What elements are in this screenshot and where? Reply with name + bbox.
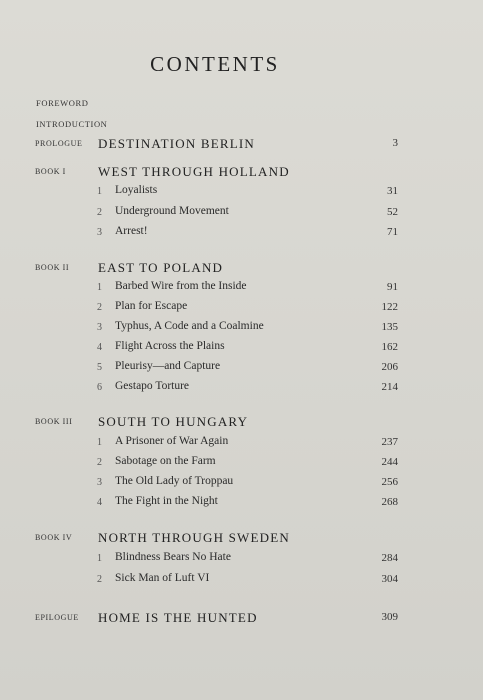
chapter-title: The Fight in the Night (115, 495, 218, 507)
chapter-row (0, 475, 483, 493)
epilogue-page: 309 (381, 611, 398, 623)
chapter-title: Flight Across the Plains (115, 340, 225, 352)
chapter-page: 284 (381, 552, 398, 564)
chapter-number: 3 (97, 477, 102, 488)
page-title: CONTENTS (150, 52, 280, 76)
chapter-page: 214 (381, 381, 398, 393)
chapter-page: 162 (381, 341, 398, 353)
book-label: BOOK II (35, 263, 70, 272)
book-row (0, 260, 483, 278)
chapter-number: 4 (97, 497, 102, 508)
chapter-number: 1 (97, 282, 102, 293)
book-row (0, 164, 483, 182)
chapter-row (0, 380, 483, 398)
chapter-page: 256 (381, 476, 398, 488)
chapter-row (0, 572, 483, 590)
chapter-row (0, 225, 483, 243)
chapter-row (0, 184, 483, 202)
chapter-row (0, 280, 483, 298)
chapter-row (0, 495, 483, 513)
chapter-title: Plan for Escape (115, 300, 188, 312)
foreword-entry: FOREWORD (36, 98, 89, 108)
chapter-page: 206 (381, 361, 398, 373)
book-row (0, 530, 483, 548)
chapter-page: 52 (387, 206, 398, 218)
chapter-number: 1 (97, 553, 102, 564)
chapter-number: 4 (97, 342, 102, 353)
chapter-row (0, 455, 483, 473)
chapter-row (0, 205, 483, 223)
book-label: BOOK III (35, 417, 73, 426)
chapter-page: 71 (387, 226, 398, 238)
chapter-page: 268 (381, 496, 398, 508)
chapter-page: 237 (381, 436, 398, 448)
chapter-page: 244 (381, 456, 398, 468)
chapter-number: 6 (97, 382, 102, 393)
chapter-row (0, 300, 483, 318)
book-title: NORTH THROUGH SWEDEN (98, 530, 290, 545)
chapter-title: Blindness Bears No Hate (115, 551, 231, 563)
chapter-title: Typhus, A Code and a Coalmine (115, 320, 264, 332)
chapter-title: Sick Man of Luft VI (115, 572, 210, 584)
chapter-title: A Prisoner of War Again (115, 435, 229, 447)
epilogue-title: HOME IS THE HUNTED (98, 610, 258, 625)
chapter-page: 31 (387, 185, 398, 197)
chapter-number: 2 (97, 574, 102, 585)
prologue-label: PROLOGUE (35, 139, 83, 148)
epilogue-label: EPILOGUE (35, 613, 79, 622)
chapter-title: Pleurisy—and Capture (115, 360, 221, 372)
chapter-title: Arrest! (115, 225, 148, 237)
chapter-title: Underground Movement (115, 205, 229, 217)
chapter-number: 2 (97, 207, 102, 218)
chapter-number: 3 (97, 322, 102, 333)
chapter-number: 1 (97, 186, 102, 197)
chapter-number: 2 (97, 302, 102, 313)
book-row (0, 414, 483, 432)
prologue-row (0, 136, 483, 154)
chapter-page: 122 (381, 301, 398, 313)
chapter-number: 3 (97, 227, 102, 238)
prologue-title: DESTINATION BERLIN (98, 136, 256, 151)
chapter-page: 304 (381, 573, 398, 585)
epilogue-row (0, 610, 483, 628)
book-title: EAST TO POLAND (98, 260, 224, 275)
chapter-row (0, 551, 483, 569)
chapter-row (0, 360, 483, 378)
chapter-title: Sabotage on the Farm (115, 455, 216, 467)
book-title: SOUTH TO HUNGARY (98, 414, 249, 429)
chapter-number: 5 (97, 362, 102, 373)
introduction-entry: INTRODUCTION (36, 119, 108, 129)
book-label: BOOK IV (35, 533, 73, 542)
chapter-title: Loyalists (115, 184, 158, 196)
book-title: WEST THROUGH HOLLAND (98, 164, 290, 179)
book-label: BOOK I (35, 167, 66, 176)
chapter-page: 135 (381, 321, 398, 333)
chapter-title: Gestapo Torture (115, 380, 190, 392)
chapter-number: 1 (97, 437, 102, 448)
chapter-title: Barbed Wire from the Inside (115, 280, 247, 292)
chapter-row (0, 340, 483, 358)
prologue-page: 3 (392, 137, 398, 149)
chapter-row (0, 320, 483, 338)
chapter-row (0, 435, 483, 453)
chapter-number: 2 (97, 457, 102, 468)
chapter-title: The Old Lady of Troppau (115, 475, 234, 487)
chapter-page: 91 (387, 281, 398, 293)
